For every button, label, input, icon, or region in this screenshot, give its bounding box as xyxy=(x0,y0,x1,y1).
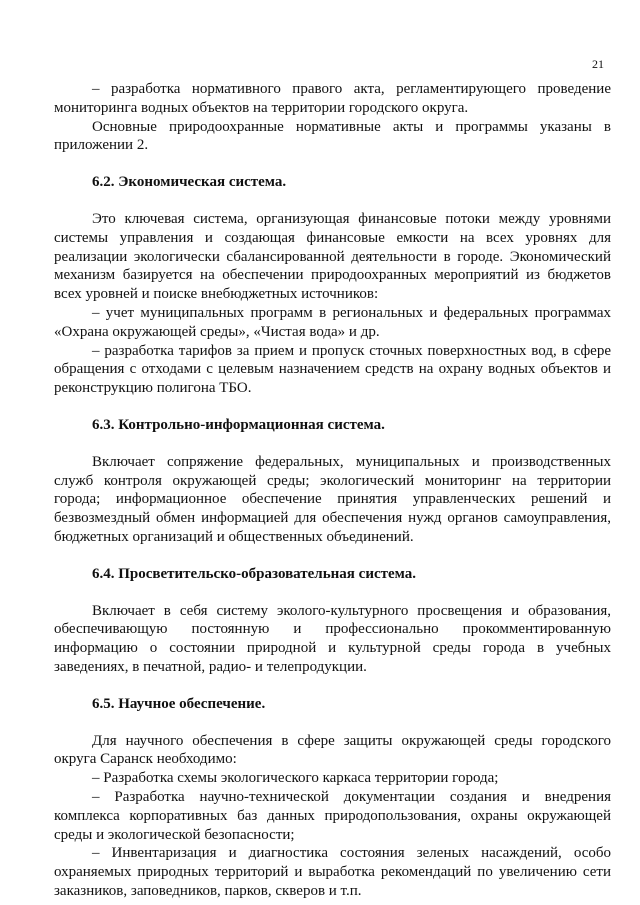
section-science-paragraph-3: – Разработка научно-технической документации создания и внедрения комплекса корпоративных баз данных природопользования, охраны окружающей среды и экологической безопасности; xyxy=(54,788,611,843)
section-economic-paragraph-3: – разработка тарифов за прием и пропуск сточных поверхностных вод, в сфере обращения с отходами с целевым назначением средств на охрану водных объектов и реконструкцию полигона ТБО. xyxy=(54,342,611,397)
section-economic-paragraph-2: – учет муниципальных программ в региональных и федеральных программах «Охрана окружающей среды», «Чистая вода» и др. xyxy=(54,304,611,340)
section-science-paragraph-2: – Разработка схемы экологического каркаса территории города; xyxy=(92,770,499,787)
section-heading-education: 6.4. Просветительско-образовательная система. xyxy=(92,565,417,582)
document-body xyxy=(54,80,611,901)
section-science-paragraph-1: Для научного обеспечения в сфере защиты окружающей среды городского округа Саранск необходимо: xyxy=(54,732,611,768)
section-education-paragraph-1: Включает в себя систему эколого-культурного просвещения и образования, обеспечивающую постоянную и профессионально прокомментированную информацию о состоянии природной и культурной среды города в учебных заведениях, в печатной, радио- и телепродукции. xyxy=(54,602,611,675)
section-science-paragraph-4: – Инвентаризация и диагностика состояния зеленых насаждений, особо охраняемых природных территорий и выработка рекомендаций по увеличению сети заказников, заповедников, парков, скверов и т.п. xyxy=(54,845,611,899)
intro-paragraph-2: Основные природоохранные нормативные акты и программы указаны в приложении 2. xyxy=(54,118,611,154)
page-number: 21 xyxy=(592,57,604,71)
section-heading-science: 6.5. Научное обеспечение. xyxy=(92,695,266,712)
section-control-info-paragraph-1: Включает сопряжение федеральных, муниципальных и производственных служб контроля окружающей среды; экологический мониторинг на территории города; информационное обеспечение принятия управленческих решений и безвозмездный обмен информацией для обеспечения нужд органов самоуправления, бюджетных организаций и общественных объединений. xyxy=(54,453,611,545)
intro-paragraph-1: – разработка нормативного правого акта, регламентирующего проведение мониторинга водных объектов на территории городского округа. xyxy=(54,81,611,116)
section-heading-economic: 6.2. Экономическая система. xyxy=(92,174,287,191)
section-heading-control-info: 6.3. Контрольно-информационная система. xyxy=(92,416,385,433)
section-economic-paragraph-1: Это ключевая система, организующая финансовые потоки между уровнями системы управления и создающая финансовые емкости на всех уровнях для реализации экологически сбалансированной деятельности в городе. Экономический механизм базируется на обеспечении природоохранных мероприятий из бюджетов всех уровней и поиске внебюджетных источников: xyxy=(54,210,611,303)
